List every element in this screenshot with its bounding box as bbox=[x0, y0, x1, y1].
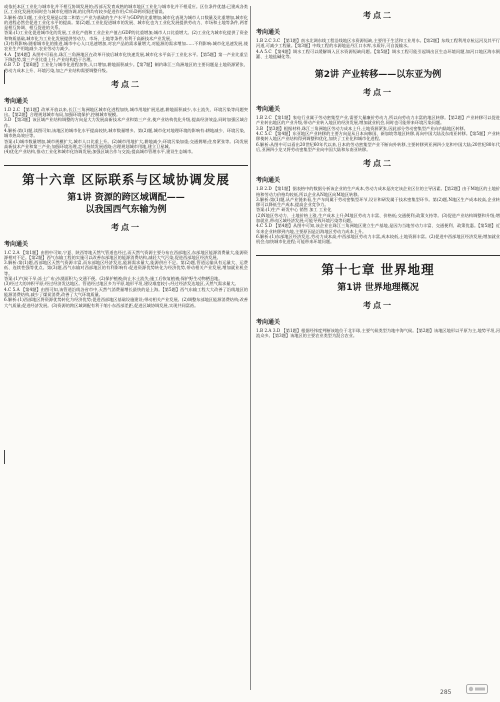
subsection-heading: 考向通关 bbox=[256, 177, 281, 185]
text-paragraph: 4.C 5.C 【第4题】东亚地区产业转移的主要方向是从日本向韩国、新加坡等地区转移,再向中国大陆及东南亚转移。【第5题】产业转移使转入地区产业结构得到调整和优化,加快了工业化和城市化进程。 bbox=[256, 131, 500, 142]
right-column bbox=[256, 4, 500, 694]
text-paragraph: (2)N地区劳动力、土地价格上涨,生产成本上升;M地区劳动力丰富、价格低;交通便利;政策支持等。(3)促进产业结构调整和升级;增加就业,带动区域经济发展;可能导致环境污染等问题。 bbox=[256, 212, 500, 224]
text-paragraph: 1.B 2.C 【第1题】家电行业属于劳动密集型产业,需要大量廉价劳动力,所以向劳动力丰富的地区转移。【第2题】产业转移可以促进产业转出地区的产业升级,带动产业转入地区的经济发展,增加就业机会,同时也可能带来环境污染问题。 bbox=[256, 115, 500, 126]
section-heading: 考点一 bbox=[363, 300, 393, 310]
subsection-heading: 考向通关 bbox=[256, 106, 281, 114]
text-paragraph: 6.解析:(1)东部地区经济发达,劳动力成本高;中西部地区劳动力丰富,成本较低,土地资源丰富。(2)促进中西部地区经济发展;增加就业机会;加快城市化进程;可能带来环境问题。 bbox=[256, 233, 500, 245]
text-paragraph: 3.解析:第(1)题,从产业链来看,生产车间属于劳动密集型环节,设计和研发属于技术密集型环节。第(2)题,N地区生产成本较高,企业转移可以降低生产成本,提高企业竞争力。 bbox=[256, 196, 500, 208]
lecture-title: 第2讲 产业转移——以东亚为例 bbox=[314, 70, 442, 81]
text-paragraph: 4.C 5.D 【第4题】从图中可知,该企业在珠江三角洲地区建立生产基地,是因为当地劳动力丰富、交通便利、政策优惠。【第5题】近年来企业转移到内地,主要原因是沿海地区劳动力成本上升。 bbox=[256, 223, 500, 234]
text-paragraph: 3.D 【第3题】该区域产业结构调整的方向是大力发展高新技术产业和第三产业,使产业结构优化升级,提高经济效益,同时加强区域合作。 bbox=[4, 117, 248, 128]
section-heading: 考点二 bbox=[363, 11, 393, 20]
text-paragraph: 1.B 2.A 3.D 【第1题】根据经纬度判断该地位于北半球,主要气候类型为地中海气候。【第2题】该地区地形以平原为主,地势平坦,河流众多。【第3题】该地区的主要农业类型为混合农业。 bbox=[256, 327, 500, 338]
subsection-heading: 考向通关 bbox=[256, 29, 281, 36]
section-heading: 考点一 bbox=[363, 88, 393, 98]
text-paragraph: (3)有利影响:随着城市化的推进,城市中心人口迅速增加,对农产品的需求量增大,对能源的需求增加……不利影响:城市化迅速发展,使农业生产用地减少,农业劳动力减少。 bbox=[4, 41, 248, 52]
text-paragraph: 1.C 2.A 【第1题】由图中可知,宁夏、陕西等地天然气管道也经过,而天然气资源主要分布在西部地区,东部地区能源消费量大,能源资源相对不足。【第2题】西气东输工程的实施可以改善东部地区的能源消费结构,减轻大气污染,促进西部地区经济发展。 bbox=[4, 249, 248, 260]
text-paragraph: 4.A 【第4题】从图中可看出,珠江三角洲地区在改革开放后城市化快速发展,城市化水平高于工业化水平。【第5题】第一产业比重呈下降趋势,第三产业比重上升,产业结构趋于合理。 bbox=[4, 51, 248, 62]
text-paragraph: 3.解析:第(1)题,西部地区天然气资源丰富,而东部地区经济发达,能源需求量大,能源供应不足。第(2)题,管道运输具有运量大、运费低、连续性强等优点。第(3)题,西气东输对西部地区的有利影响有:促进资源优势转化为经济优势,带动相关产业发展,增加就业机会等。 bbox=[4, 260, 248, 276]
text-paragraph: 答案:(1)气候干旱;冻土广布;沙漠面积大;交通不便。(2)保护植被;防止水土流失;施工后恢复植被;保护野生动物栖息地。 bbox=[4, 276, 223, 282]
text-paragraph: 1.D 2.C 【第1题】改革开放以来,长江三角洲地区城市化进程加快,城市用地扩展迅速,耕地面积减少,水土流失、环境污染等问题突出。【第2题】合理规划城市布局,加强环境保护,控制城市规模。 bbox=[4, 106, 248, 118]
text-paragraph: 答案:(1)工业化促进城市化的发展,工业化产值和工业企业产值占GDP的比重增加;城市人口比重增大。(2)工业化为城市化提供了资金和物质基础,城市化为工业化发展提供劳动力、市场、土地等条件,有利于高新技术产业发展。 bbox=[4, 30, 248, 41]
text-paragraph: 或依托本区工业化与城市化并不相互协调发展的;西部无发育成熟的城市地区工业化与城市化并不相适应。区位条件优越:已建成各类区,工业化发展的同时会与城市化相协调,的比例均有较多促进作用;C项:D两项叙述错误。 bbox=[4, 4, 248, 15]
watermark-logo-icon bbox=[466, 684, 488, 694]
left-column bbox=[4, 4, 248, 694]
chapter-title: 第十六章 区际联系与区域协调发展 bbox=[4, 165, 248, 188]
text-paragraph: 答案:(1)生产 研发中心 销售 加工 工业化 bbox=[256, 207, 332, 213]
text-paragraph: (4)优化产业结构,推动工业化和城市化协调发展;加强区域合作与交流;提高城市管理水平,建设生态城市。 bbox=[4, 149, 196, 155]
text-paragraph: 4.A 5.C 【第4题】调水工程可以缓解调入区水资源短缺问题。【第5题】调水工程可能引起调出区生态环境问题,如河口地区海水倒灌、土地盐碱化等。 bbox=[256, 48, 500, 59]
text-paragraph: 6.解析:从图中可以看出20世纪60年代以来,日本的劳动密集型产业不断向外转移,主要转移到亚洲四小龙和中国大陆;20世纪80年代后,亚洲四小龙又将劳动密集型产业向中国大陆和东南亚转移。 bbox=[256, 141, 500, 152]
subsection-heading: 考向通关 bbox=[4, 240, 29, 248]
text-paragraph: 4.解析:第(1)题,读图可知,该地区的城市化水平提高较快,城市数量增多。第(2)题,城市化对地理环境的影响有:耕地减少、环境污染、城市热岛效应等。 bbox=[4, 128, 248, 139]
text-paragraph: 4.C 5.A 【第4题】由图可知,该管道沿线各省市中,天然气消费量增长最快的是上海。【第5题】西气东输工程大大改善了沿线地区的能源消费结构,减少了煤炭消费,改善了大气环境质量。 bbox=[4, 286, 248, 297]
section-heading: 考点二 bbox=[363, 159, 393, 169]
text-paragraph: 6.解析:(1)西部地区将资源优势转化为经济优势;促进西部地区基础设施建设;带动相关产业发展。(2)调整东部地区能源消费结构;改善大气质量;促进经济发展。(3)资源的跨区域调配有利于缩小东西部差距,促进区域协调发展,实现共同富裕。 bbox=[4, 297, 248, 308]
section-heading: 考点一 bbox=[111, 222, 141, 232]
section-heading: 考点二 bbox=[111, 79, 141, 89]
text-paragraph: (3)经过大的冲积平原;经过经济发达地区。管道经过地区多为平原,地形平坦,建设难度较小;经过经济发达地区,天然气需求量大。 bbox=[4, 281, 239, 287]
lecture-title: 第1讲 资源的跨区域调配—— 以我国西气东输为例 bbox=[67, 192, 185, 215]
text-paragraph: 1.B 2.D 【第1题】据表格中的数据分析该企业的生产成本,劳动力成本是决定该企业区位的主导因素。【第2题】由于M地区的土地价格和劳动力价格均较低,所以企业从N地区向M地区转移。 bbox=[256, 186, 500, 197]
text-paragraph: 3.解析:第(1)题,工业化发展是以第二和第三产业为基础的生产水平与GDP的比重增加;城市化表现为城市人口数量及比重增加,城市化的进程必然会促进工业化水平的提高。第(2)题,工业化促进城市的发展、城市化也为工业化发展提供劳动力、市场和土地等条件,两者是相互协调、相互促进的关系。 bbox=[4, 14, 248, 31]
text-paragraph: 6.B 7.D 【第6题】工业化与城市化进程加快,人口增加,耕地面积减少。【第7题】制约珠江三角洲地区的主要问题是土地资源紧张、劳动力成本上升、环境污染,加之产业结构需要调整升级。 bbox=[4, 62, 248, 73]
subsection-heading: 考向通关 bbox=[4, 97, 29, 105]
page-number: 285 bbox=[440, 689, 452, 696]
text-paragraph: 答案:(1)城市数量增加,城市规模扩大,城市人口比重上升。(2)城市用地扩大,耕地减少;环境污染加重;交通拥堵;住房紧张等。(3)发展高新技术产业和第三产业;加强环境治理,走可持续发展道路;合理规划城市用地,建立卫星城。 bbox=[4, 138, 248, 149]
text-paragraph: 1.B 2.C 3.C 【第1题】南水北调东线工程沿线地区水资源短缺,主要用于生活和工业用水。【第2题】东线工程利用京杭运河及其平行河道,可减少工程量。【第3题】中线工程的水源地是丹江口水库,水质好,可自流输水。 bbox=[256, 38, 500, 49]
column-divider bbox=[250, 6, 251, 690]
text-paragraph: 3.B 【第3题】根据材料,珠江三角洲地区劳动力成本上升,土地资源紧张,因此部分劳动密集型产业向内陆地区转移。 bbox=[256, 125, 468, 131]
chapter-title: 第十七章 世界地理 bbox=[256, 255, 500, 278]
lecture-title: 第1讲 世界地理概况 bbox=[337, 282, 419, 293]
subsection-heading: 考向通关 bbox=[256, 318, 281, 326]
